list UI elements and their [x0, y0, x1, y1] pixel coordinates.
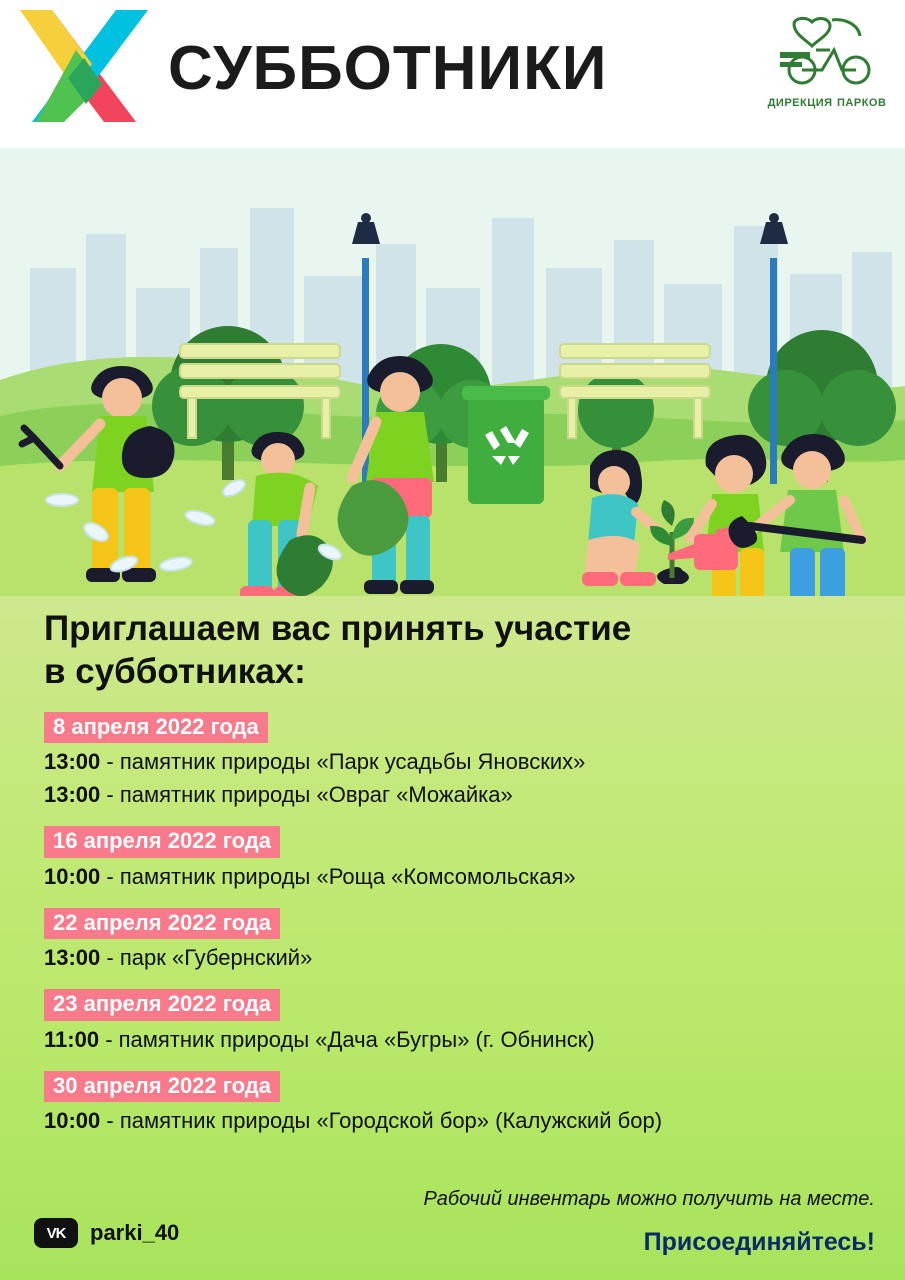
event-time: 13:00	[44, 945, 101, 971]
schedule-block	[44, 712, 884, 809]
event-time: 13:00	[44, 749, 101, 775]
event-row	[44, 780, 884, 809]
date-badge: 23 апреля 2022 года	[44, 989, 280, 1020]
date-badge: 16 апреля 2022 года	[44, 826, 280, 857]
brand-line-2: ПАРКОВ	[837, 97, 887, 109]
park-emblem-icon	[767, 14, 887, 93]
brand-line-1: ДИРЕКЦИЯ	[767, 97, 833, 109]
event-place: - парк «Губернский»	[106, 945, 313, 971]
event-row	[44, 1106, 884, 1135]
poster-header	[0, 0, 905, 148]
park-cleanup-illustration	[0, 148, 905, 596]
event-row	[44, 862, 884, 891]
schedule-block	[44, 1071, 884, 1135]
schedule-list	[44, 712, 884, 1152]
schedule-block	[44, 826, 884, 890]
event-row	[44, 943, 884, 972]
event-place: - памятник природы «Овраг «Можайка»	[106, 782, 513, 808]
event-time: 10:00	[44, 1108, 101, 1134]
vk-icon: VK	[34, 1218, 78, 1248]
page-title: СУББОТНИКИ	[168, 34, 608, 103]
join-call-to-action: Присоединяйтесь!	[643, 1228, 875, 1256]
event-place: - памятник природы «Городской бор» (Калужский бор)	[106, 1108, 663, 1134]
event-time: 11:00	[44, 1026, 100, 1052]
vk-account[interactable]	[34, 1218, 179, 1248]
invite-heading	[44, 608, 874, 693]
parks-directorate-logo	[767, 14, 887, 134]
invite-line-2: в субботниках:	[44, 651, 306, 691]
schedule-block	[44, 908, 884, 972]
inventory-note: Рабочий инвентарь можно получить на месте.	[423, 1188, 875, 1210]
date-badge: 22 апреля 2022 года	[44, 908, 280, 939]
date-badge: 30 апреля 2022 года	[44, 1071, 280, 1102]
event-place: - памятник природы «Роща «Комсомольская»	[106, 863, 576, 889]
event-time: 10:00	[44, 863, 101, 889]
date-badge: 8 апреля 2022 года	[44, 712, 268, 743]
event-time: 13:00	[44, 782, 101, 808]
invite-line-1: Приглашаем вас принять участие	[44, 609, 632, 648]
event-row	[44, 747, 884, 776]
vk-handle: parki_40	[90, 1220, 180, 1245]
event-row	[44, 1025, 884, 1054]
schedule-block	[44, 989, 884, 1053]
event-place: - памятник природы «Парк усадьбы Яновских»	[106, 749, 586, 775]
vk-cross-logo-icon	[6, 4, 156, 139]
event-place: - памятник природы «Дача «Бугры» (г. Обнинск)	[105, 1026, 595, 1052]
